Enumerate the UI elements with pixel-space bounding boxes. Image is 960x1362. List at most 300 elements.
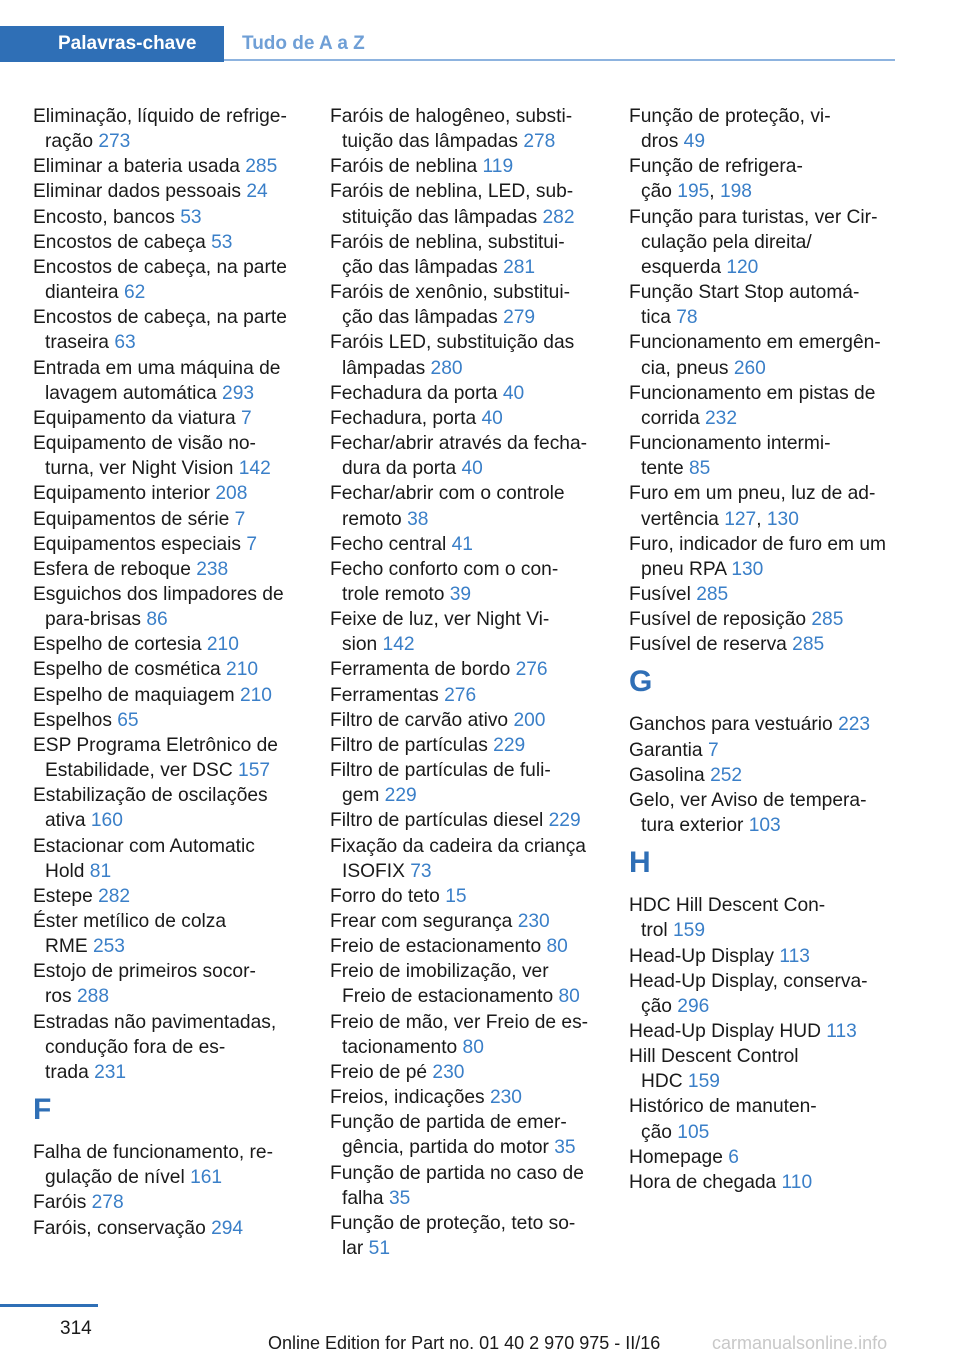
index-entry-text: Estojo de primeiros socor- bbox=[33, 961, 256, 983]
index-entry-text: gem bbox=[342, 785, 385, 807]
index-entry-text: Fixação da cadeira da criança bbox=[330, 835, 586, 857]
index-entry-text: Eliminar a bateria usada bbox=[33, 156, 246, 178]
page-reference-link[interactable]: 80 bbox=[462, 1036, 484, 1058]
index-entry-text: Histórico de manuten- bbox=[629, 1096, 817, 1118]
index-entry-text: Espelho de cosmética bbox=[33, 659, 227, 681]
index-entry bbox=[629, 582, 899, 607]
index-entry-text: sion bbox=[342, 634, 383, 656]
index-entry bbox=[330, 834, 602, 884]
index-entry bbox=[33, 104, 305, 154]
index-entry bbox=[330, 154, 602, 179]
page-reference-link[interactable]: 282 bbox=[542, 206, 575, 228]
index-entry bbox=[33, 708, 305, 733]
page-reference-link[interactable]: 35 bbox=[388, 1187, 411, 1209]
page-reference-link[interactable]: 120 bbox=[726, 256, 759, 278]
index-entry bbox=[330, 104, 602, 154]
index-entry bbox=[629, 788, 899, 838]
index-entry-text: Forro do teto bbox=[330, 885, 446, 907]
index-entry-text: trole remoto bbox=[342, 583, 450, 605]
index-entry-text: Função Start Stop automá- bbox=[629, 282, 860, 304]
page-reference-link[interactable]: 105 bbox=[677, 1121, 710, 1143]
index-entry-text: trol bbox=[641, 920, 673, 942]
index-entry-text: tica bbox=[641, 307, 677, 329]
page-reference-separator: , bbox=[709, 181, 720, 203]
page-reference-link[interactable]: 210 bbox=[226, 659, 259, 681]
index-entry-text: lar bbox=[342, 1238, 369, 1260]
index-entry-text: trada bbox=[45, 1061, 95, 1083]
index-entry-text: Faróis de xenônio, substitui- bbox=[330, 282, 570, 304]
page-reference-link[interactable]: 110 bbox=[781, 1171, 813, 1193]
page-reference-link[interactable]: 159 bbox=[687, 1071, 720, 1093]
index-entry-text: dura da porta bbox=[342, 458, 462, 480]
index-entry bbox=[629, 893, 899, 943]
index-entry bbox=[33, 255, 305, 305]
index-entry-text: corrida bbox=[641, 407, 705, 429]
page-reference-link[interactable]: 39 bbox=[449, 583, 472, 605]
index-entry bbox=[33, 431, 305, 481]
index-entry bbox=[33, 632, 305, 657]
index-entry bbox=[629, 1044, 899, 1094]
index-entry-text: Freio de estacionamento bbox=[342, 986, 559, 1008]
index-entry bbox=[330, 532, 602, 557]
index-entry-text: Funcionamento em emergên- bbox=[629, 332, 881, 354]
index-entry-text: Fecho conforto com o con- bbox=[330, 558, 559, 580]
index-entry-text: Fusível bbox=[629, 583, 697, 605]
index-letter-heading: G bbox=[629, 665, 653, 699]
index-entry-text: ção bbox=[641, 995, 678, 1017]
page-reference-link[interactable]: 278 bbox=[91, 1192, 124, 1214]
index-entry bbox=[629, 712, 899, 737]
index-entry-text: traseira bbox=[45, 332, 115, 354]
index-entry bbox=[330, 607, 602, 657]
index-entry-text: para-brisas bbox=[45, 609, 147, 631]
index-entry bbox=[33, 1010, 305, 1085]
index-entry-text: Entrada em uma máquina de bbox=[33, 357, 281, 379]
index-entry-text: stituição das lâmpadas bbox=[342, 206, 543, 228]
index-entry bbox=[33, 230, 305, 255]
index-entry bbox=[629, 104, 899, 154]
page-reference-link[interactable]: 282 bbox=[98, 885, 131, 907]
page-reference-link[interactable]: 161 bbox=[190, 1167, 223, 1189]
page-reference-link[interactable]: 103 bbox=[748, 815, 781, 837]
index-entry bbox=[33, 733, 305, 783]
index-entry bbox=[629, 154, 899, 204]
index-entry bbox=[33, 179, 305, 204]
index-entry-text: Fechar/abrir através da fecha- bbox=[330, 433, 588, 455]
index-entry-text: Faróis de neblina bbox=[330, 156, 483, 178]
index-entry-text: Função de proteção, vi- bbox=[629, 106, 831, 127]
index-entry-text: Head-Up Display HUD bbox=[629, 1021, 827, 1042]
index-entry bbox=[330, 708, 602, 733]
index-entry bbox=[629, 532, 899, 582]
index-entry-text: Homepage bbox=[629, 1146, 729, 1168]
index-entry-text: vertência bbox=[641, 508, 725, 530]
index-entry-text: RME bbox=[45, 936, 93, 958]
index-entry-text: Estradas não pavimentadas, bbox=[33, 1011, 277, 1033]
index-entry-text: Equipamentos especiais bbox=[33, 533, 247, 555]
index-entry-text: ISOFIX bbox=[342, 860, 411, 882]
index-entry bbox=[330, 758, 602, 808]
index-entry bbox=[629, 944, 899, 969]
page-reference-link[interactable]: 238 bbox=[196, 558, 229, 580]
page-reference-link[interactable]: 231 bbox=[94, 1061, 127, 1083]
page-reference-link[interactable]: 86 bbox=[146, 609, 168, 631]
index-entry-text: Furo, indicador de furo em um bbox=[629, 533, 887, 555]
page-reference-link[interactable]: 200 bbox=[513, 709, 546, 731]
index-entry bbox=[629, 738, 899, 763]
index-entry bbox=[330, 406, 602, 431]
index-entry-text: condução fora de es- bbox=[45, 1036, 226, 1058]
index-entry bbox=[33, 481, 305, 506]
page-number-rule bbox=[0, 1304, 98, 1307]
tab-palavras-chave[interactable]: Palavras-chave bbox=[0, 26, 224, 62]
page-reference-link[interactable]: 63 bbox=[114, 332, 136, 354]
page-reference-link[interactable]: 276 bbox=[515, 659, 548, 681]
index-entry bbox=[330, 179, 602, 229]
page-reference-link[interactable]: 78 bbox=[676, 307, 698, 329]
index-entry bbox=[330, 733, 602, 758]
index-entry-text: ração bbox=[45, 131, 99, 153]
index-entry-text: Espelho de maquiagem bbox=[33, 684, 240, 706]
index-entry bbox=[33, 507, 305, 532]
index-entry bbox=[629, 763, 899, 788]
index-entry-text: gulação de nível bbox=[45, 1167, 191, 1189]
index-entry-text: HDC bbox=[641, 1071, 688, 1093]
page-reference-link[interactable]: 280 bbox=[430, 357, 463, 379]
index-entry bbox=[33, 909, 305, 959]
index-entry-text: tura exterior bbox=[641, 815, 749, 837]
index-letter-heading: F bbox=[33, 1093, 52, 1127]
index-entry bbox=[330, 808, 602, 833]
index-entry bbox=[629, 969, 899, 1019]
index-entry bbox=[330, 1085, 602, 1110]
index-entry bbox=[33, 1140, 305, 1190]
index-entry bbox=[629, 1170, 899, 1195]
index-entry bbox=[629, 431, 899, 481]
page-reference-link[interactable]: 293 bbox=[222, 382, 255, 404]
index-entry-text: Frear com segurança bbox=[330, 911, 518, 932]
index-entry-text: Freio de mão, ver Freio de es- bbox=[330, 1011, 589, 1033]
index-entry-text: Ferramenta de bordo bbox=[330, 659, 516, 681]
index-entry-text: Função para turistas, ver Cir- bbox=[629, 206, 878, 228]
page-reference-link[interactable]: 40 bbox=[461, 458, 483, 480]
index-entry-text: Head-Up Display, conserva- bbox=[629, 970, 868, 992]
page-reference-link[interactable]: 195 bbox=[677, 181, 710, 203]
index-entry-text: Eliminar dados pessoais bbox=[33, 181, 247, 203]
index-entry-text: Freio de pé bbox=[330, 1061, 433, 1083]
page-reference-link[interactable]: 113 bbox=[826, 1021, 857, 1042]
index-entry-text: Equipamento interior bbox=[33, 483, 216, 505]
index-entry bbox=[629, 381, 899, 431]
page-reference-link[interactable]: 285 bbox=[245, 156, 278, 178]
index-entry-text: Fechadura, porta bbox=[330, 407, 482, 429]
page-reference-link[interactable]: 285 bbox=[792, 634, 825, 656]
page-reference-link[interactable]: 142 bbox=[382, 634, 415, 656]
index-entry-text: cia, pneus bbox=[641, 357, 734, 379]
index-entry bbox=[330, 431, 602, 481]
index-entry bbox=[629, 1145, 899, 1170]
index-entry bbox=[33, 1216, 305, 1241]
page-reference-link[interactable]: 65 bbox=[117, 709, 139, 731]
index-entry-text: ção bbox=[641, 1121, 678, 1143]
index-entry-text: Eliminação, líquido de refrige- bbox=[33, 106, 287, 127]
index-entry-text: Gasolina bbox=[629, 764, 711, 786]
index-entry-text: Fechadura da porta bbox=[330, 382, 503, 404]
index-entry bbox=[33, 1190, 305, 1215]
page-reference-link[interactable]: 278 bbox=[523, 131, 556, 153]
index-entry-text: lavagem automática bbox=[45, 382, 223, 404]
page-reference-link[interactable]: 230 bbox=[432, 1061, 465, 1083]
index-entry-text: ativa bbox=[45, 810, 91, 832]
index-entry bbox=[330, 1161, 602, 1211]
page-reference-link[interactable]: 73 bbox=[410, 860, 432, 882]
index-entry-text: Freio de imobilização, ver bbox=[330, 961, 549, 983]
page-reference-link[interactable]: 294 bbox=[211, 1217, 244, 1239]
index-entry bbox=[330, 657, 602, 682]
page-reference-link[interactable]: 276 bbox=[444, 684, 477, 706]
index-entry-text: Fechar/abrir com o controle bbox=[330, 483, 565, 505]
index-entry-text: tente bbox=[641, 458, 690, 480]
page-reference-link[interactable]: 157 bbox=[238, 760, 271, 782]
page-reference-link[interactable]: 273 bbox=[98, 131, 131, 153]
index-entry bbox=[330, 330, 602, 380]
index-entry-text: Freio de estacionamento bbox=[330, 936, 547, 958]
index-entry bbox=[629, 205, 899, 280]
page-reference-link[interactable]: 281 bbox=[503, 256, 536, 278]
index-entry-text: ção das lâmpadas bbox=[342, 256, 504, 278]
index-entry-text: Hora de chegada bbox=[629, 1171, 782, 1193]
page-reference-link[interactable]: 210 bbox=[206, 634, 239, 656]
index-entry-text: ção das lâmpadas bbox=[342, 307, 504, 329]
index-entry-text: Função de refrigera- bbox=[629, 156, 803, 178]
page-reference-link[interactable]: 232 bbox=[704, 407, 737, 429]
page-reference-link[interactable]: 252 bbox=[710, 764, 743, 786]
index-entry bbox=[330, 884, 602, 909]
page-reference-link[interactable]: 85 bbox=[689, 458, 711, 480]
index-entry-text: Funcionamento intermi- bbox=[629, 433, 831, 455]
index-entry-text: Fusível de reposição bbox=[629, 609, 812, 631]
page-reference-link[interactable]: 285 bbox=[811, 609, 844, 631]
index-entry bbox=[330, 1110, 602, 1160]
index-entry-text: Esguichos dos limpadores de bbox=[33, 583, 284, 605]
page-reference-link[interactable]: 7 bbox=[246, 533, 257, 555]
page-reference-link[interactable]: 7 bbox=[241, 407, 252, 429]
index-entry bbox=[33, 683, 305, 708]
index-entry-text: Estabilização de oscilações bbox=[33, 785, 268, 807]
index-entry bbox=[330, 1010, 602, 1060]
index-entry-text: Funcionamento em pistas de bbox=[629, 382, 876, 404]
page-reference-link[interactable]: 127 bbox=[724, 508, 757, 530]
page-reference-link[interactable]: 15 bbox=[445, 885, 467, 907]
index-letter-heading: H bbox=[629, 846, 651, 880]
index-entry-text: Encostos de cabeça, na parte bbox=[33, 307, 287, 329]
index-entry-text: Ferramentas bbox=[330, 684, 445, 706]
index-entry bbox=[33, 783, 305, 833]
index-entry-text: Freios, indicações bbox=[330, 1087, 490, 1109]
index-entry-text: Espelho de cortesia bbox=[33, 634, 207, 656]
page-reference-link[interactable]: 296 bbox=[677, 995, 710, 1017]
page-reference-link[interactable]: 41 bbox=[451, 533, 473, 555]
index-entry bbox=[330, 1060, 602, 1085]
index-entry-text: Feixe de luz, ver Night Vi- bbox=[330, 609, 550, 631]
index-entry-text: Função de proteção, teto so- bbox=[330, 1212, 576, 1234]
page-reference-link[interactable]: 279 bbox=[503, 307, 536, 329]
index-entry-text: Faróis de neblina, LED, sub- bbox=[330, 181, 574, 203]
index-column-3 bbox=[629, 104, 899, 1195]
index-entry-text: ros bbox=[45, 986, 77, 1008]
page-reference-link[interactable]: 253 bbox=[92, 936, 125, 958]
page-number: 314 bbox=[60, 1318, 92, 1339]
index-entry-text: remoto bbox=[342, 508, 408, 530]
index-entry bbox=[629, 632, 899, 657]
index-entry-text: Hill Descent Control bbox=[629, 1046, 799, 1068]
page-reference-link[interactable]: 223 bbox=[838, 714, 871, 736]
page-reference-link[interactable]: 208 bbox=[215, 483, 248, 505]
page-reference-link[interactable]: 40 bbox=[502, 382, 525, 404]
index-entry-text: Encosto, bancos bbox=[33, 206, 181, 228]
index-entry-text: Encostos de cabeça, na parte bbox=[33, 256, 287, 278]
page-reference-link[interactable]: 230 bbox=[517, 911, 550, 932]
index-entry-text: Esfera de reboque bbox=[33, 558, 197, 580]
watermark: carmanualsonline.info bbox=[712, 1333, 888, 1353]
page-reference-link[interactable]: 24 bbox=[246, 181, 268, 203]
index-entry bbox=[33, 154, 305, 179]
index-entry-text: Gelo, ver Aviso de tempera- bbox=[629, 789, 867, 811]
page-reference-link[interactable]: 229 bbox=[493, 734, 526, 756]
index-entry-text: dros bbox=[641, 131, 684, 153]
page-reference-link[interactable]: 160 bbox=[90, 810, 123, 832]
index-entry-text: ção bbox=[641, 181, 678, 203]
tab-tudo-de-a-a-z[interactable]: Tudo de A a Z bbox=[242, 33, 365, 54]
index-entry bbox=[33, 205, 305, 230]
index-entry bbox=[330, 683, 602, 708]
index-entry-text: Garantia bbox=[629, 739, 708, 761]
index-entry-text: Head-Up Display bbox=[629, 945, 780, 967]
index-entry bbox=[330, 481, 602, 531]
index-entry-text: Faróis de halogêneo, substi- bbox=[330, 106, 573, 127]
index-entry-text: falha bbox=[342, 1187, 389, 1209]
page-reference-link[interactable]: 62 bbox=[123, 282, 146, 304]
header-tab-bar bbox=[0, 26, 895, 62]
index-entry-text: Ganchos para vestuário bbox=[629, 714, 839, 736]
index-entry-text: Filtro de partículas de fuli- bbox=[330, 760, 551, 782]
index-entry bbox=[629, 1019, 899, 1044]
index-entry bbox=[330, 1211, 602, 1261]
index-entry bbox=[330, 381, 602, 406]
page-reference-link[interactable]: 38 bbox=[407, 508, 429, 530]
index-entry-text: Equipamento de visão no- bbox=[33, 433, 256, 455]
index-entry-text: Estepe bbox=[33, 885, 99, 907]
page-reference-link[interactable]: 35 bbox=[554, 1137, 576, 1159]
index-entry bbox=[33, 406, 305, 431]
page-reference-link[interactable]: 285 bbox=[696, 583, 729, 605]
edition-footer: Online Edition for Part no. 01 40 2 970 975 - II/16 bbox=[268, 1333, 661, 1353]
index-column-2 bbox=[330, 104, 602, 1261]
index-entry bbox=[33, 834, 305, 884]
index-entry-text: Hold bbox=[45, 860, 90, 882]
page-reference-link[interactable]: 130 bbox=[731, 558, 764, 580]
index-entry-text: esquerda bbox=[641, 256, 727, 278]
index-entry bbox=[330, 557, 602, 607]
index-entry-text: Furo em um pneu, luz de ad- bbox=[629, 483, 876, 505]
index-entry bbox=[330, 934, 602, 959]
page-reference-link[interactable]: 6 bbox=[728, 1146, 739, 1168]
index-entry-text: Equipamento da viatura bbox=[33, 407, 241, 429]
index-entry-text: ESP Programa Eletrônico de bbox=[33, 734, 278, 756]
page-reference-link[interactable]: 113 bbox=[779, 945, 810, 967]
index-entry-text: Função de partida no caso de bbox=[330, 1162, 584, 1184]
header-rule bbox=[224, 59, 895, 61]
page-reference-link[interactable]: 53 bbox=[180, 206, 202, 228]
page-reference-link[interactable]: 49 bbox=[683, 131, 706, 153]
page-reference-link[interactable]: 51 bbox=[368, 1238, 390, 1260]
index-entry bbox=[629, 330, 899, 380]
index-entry-text: turna, ver Night Vision bbox=[45, 458, 239, 480]
index-entry-text: lâmpadas bbox=[342, 357, 431, 379]
page-reference-link[interactable]: 229 bbox=[384, 785, 417, 807]
page-reference-link[interactable]: 80 bbox=[558, 986, 580, 1008]
index-entry bbox=[330, 230, 602, 280]
page-reference-link[interactable]: 229 bbox=[548, 810, 581, 832]
page-reference-link[interactable]: 230 bbox=[489, 1087, 522, 1109]
index-entry-text: Faróis bbox=[33, 1192, 92, 1214]
page-reference-link[interactable]: 260 bbox=[733, 357, 766, 379]
index-entry-text: Faróis LED, substituição das bbox=[330, 332, 575, 354]
index-entry bbox=[33, 557, 305, 582]
index-entry-text: pneu RPA bbox=[641, 558, 732, 580]
index-entry-text: Filtro de partículas diesel bbox=[330, 810, 549, 832]
index-entry bbox=[33, 884, 305, 909]
index-entry bbox=[629, 1094, 899, 1144]
index-entry-text: Fusível de reserva bbox=[629, 634, 793, 656]
page-reference-separator: , bbox=[756, 508, 767, 530]
page-reference-link[interactable]: 130 bbox=[766, 508, 799, 530]
page-reference-link[interactable]: 198 bbox=[719, 181, 752, 203]
page-reference-link[interactable]: 40 bbox=[481, 407, 503, 429]
index-entry-text: Fecho central bbox=[330, 533, 452, 555]
index-entry bbox=[330, 280, 602, 330]
index-entry-text: Estabilidade, ver DSC bbox=[45, 760, 239, 782]
page-reference-link[interactable]: 142 bbox=[238, 458, 271, 480]
page-reference-link[interactable]: 7 bbox=[707, 739, 719, 761]
index-entry bbox=[629, 280, 899, 330]
page-reference-link[interactable]: 81 bbox=[89, 860, 112, 882]
index-entry-text: HDC Hill Descent Con- bbox=[629, 895, 826, 917]
index-entry-text: Encostos de cabeça bbox=[33, 231, 212, 253]
index-column-1 bbox=[33, 104, 305, 1241]
index-entry bbox=[33, 356, 305, 406]
page-reference-link[interactable]: 80 bbox=[546, 936, 568, 958]
page-reference-link[interactable]: 288 bbox=[77, 986, 110, 1008]
index-entry-text: Estacionar com Automatic bbox=[33, 835, 255, 857]
page-reference-link[interactable]: 7 bbox=[234, 508, 246, 530]
index-entry bbox=[33, 582, 305, 632]
page-reference-link[interactable]: 210 bbox=[239, 684, 272, 706]
index-entry-text: Espelhos bbox=[33, 709, 118, 731]
index-entry-text: tacionamento bbox=[342, 1036, 463, 1058]
index-entry-text: Filtro de partículas bbox=[330, 734, 494, 756]
index-entry-text: Faróis de neblina, substitui- bbox=[330, 231, 565, 253]
index-entry-text: dianteira bbox=[45, 282, 124, 304]
index-entry-text: Filtro de carvão ativo bbox=[330, 709, 514, 731]
index-entry-text: tuição das lâmpadas bbox=[342, 131, 524, 153]
index-entry bbox=[33, 305, 305, 355]
index-entry-text: Faróis, conservação bbox=[33, 1217, 212, 1239]
page-reference-link[interactable]: 159 bbox=[673, 920, 706, 942]
index-entry-text: gência, partida do motor bbox=[342, 1137, 555, 1159]
page-reference-link[interactable]: 119 bbox=[482, 156, 514, 178]
page-reference-link[interactable]: 53 bbox=[211, 231, 233, 253]
